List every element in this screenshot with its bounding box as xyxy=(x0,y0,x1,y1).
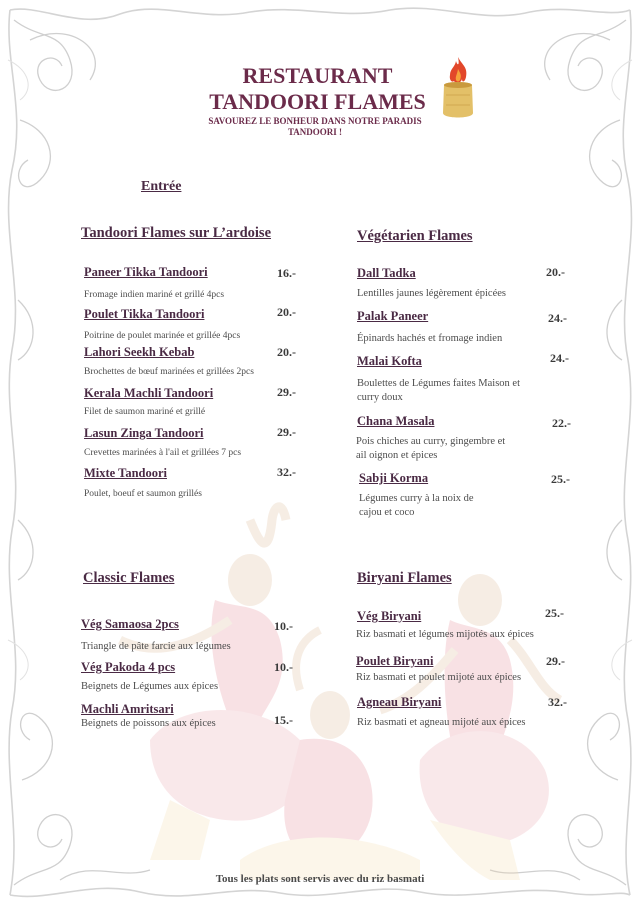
dish-price: 32.- xyxy=(548,695,567,709)
dish-price: 24.- xyxy=(550,351,569,365)
dish-price: 15.- xyxy=(274,713,293,727)
footer-note: Tous les plats sont servis avec du riz basmati xyxy=(215,873,425,885)
dish-description: Riz basmati et légumes mijotés aux épices xyxy=(356,629,534,640)
dish-name: Dall Tadka xyxy=(357,266,416,280)
dish-description: Fromage indien mariné et grillé 4pcs xyxy=(84,290,225,300)
dish-price: 10.- xyxy=(274,619,293,633)
dish-description: Triangle de pâte farcie aux légumes xyxy=(81,641,231,652)
dish-description-line: ail oignon et épices xyxy=(356,450,438,461)
dish-name: Vég Biryani xyxy=(357,609,422,623)
section-title-ardoise: Tandoori Flames sur L’ardoise xyxy=(81,225,272,241)
tagline-line2: TANDOORI ! xyxy=(287,127,343,137)
restaurant-title-line1: RESTAURANT xyxy=(242,63,393,88)
dish-price: 29.- xyxy=(546,654,565,668)
dish-name: Chana Masala xyxy=(357,414,435,428)
dish-description-line: Légumes curry à la noix de xyxy=(359,493,474,504)
dish-description xyxy=(356,435,505,463)
dish-description: Brochettes de bœuf marinées et grillées 2pcs xyxy=(84,367,254,377)
dish-name: Agneau Biryani xyxy=(357,695,442,709)
dish-name: Poulet Tikka Tandoori xyxy=(84,307,205,321)
dish-price: 20.- xyxy=(277,305,296,319)
dish-name: Malai Kofta xyxy=(357,354,422,368)
dish-description-line: Pois chiches au curry, gingembre et xyxy=(356,436,506,447)
dish-description: Poulet, boeuf et saumon grillés xyxy=(84,489,202,499)
dish-price: 10.- xyxy=(274,660,293,674)
dish-description: Beignets de Légumes aux épices xyxy=(81,681,219,692)
dish-name: Lasun Zinga Tandoori xyxy=(84,426,204,440)
dish-description-line: cajou et coco xyxy=(359,507,415,518)
tagline-line1: SAVOUREZ LE BONHEUR DANS NOTRE PARADIS xyxy=(208,116,422,126)
dish-name: Lahori Seekh Kebab xyxy=(84,345,195,359)
dish-description: Épinards hachés et fromage indien xyxy=(357,333,503,344)
dish-price: 25.- xyxy=(545,606,564,620)
dish-name: Poulet Biryani xyxy=(356,654,434,668)
dish-price: 29.- xyxy=(277,425,296,439)
dish-name: Vég Pakoda 4 pcs xyxy=(81,660,176,674)
dish-name: Mixte Tandoori xyxy=(84,466,167,480)
dish-price: 32.- xyxy=(277,465,296,479)
dish-price: 20.- xyxy=(277,345,296,359)
dish-description: Crevettes marinées à l'ail et grillées 7 pcs xyxy=(84,448,242,458)
dish-price: 25.- xyxy=(551,472,570,486)
dish-description-line: curry doux xyxy=(357,392,403,403)
dish-description: Poitrine de poulet marinée et grillée 4pcs xyxy=(84,331,241,341)
dish-description xyxy=(357,377,520,405)
dish-description: Filet de saumon mariné et grillé xyxy=(84,407,206,417)
section-title-biryani: Biryani Flames xyxy=(357,570,452,586)
dish-price: 29.- xyxy=(277,385,296,399)
dish-name: Sabji Korma xyxy=(359,471,429,485)
section-title-classic: Classic Flames xyxy=(83,570,175,586)
dish-price: 22.- xyxy=(552,416,571,430)
dish-name: Palak Paneer xyxy=(357,309,429,323)
dish-description: Beignets de poissons aux épices xyxy=(81,718,216,729)
dish-description: Riz basmati et agneau mijoté aux épices xyxy=(357,717,526,728)
section-title-vegetarien: Végétarien Flames xyxy=(357,228,473,244)
dish-price: 24.- xyxy=(548,311,567,325)
dish-price: 16.- xyxy=(277,266,296,280)
dish-name: Kerala Machli Tandoori xyxy=(84,386,214,400)
dish-name: Vég Samaosa 2pcs xyxy=(81,617,179,631)
dish-description: Lentilles jaunes légèrement épicées xyxy=(357,288,506,299)
dish-price: 20.- xyxy=(546,265,565,279)
dish-description-line: Boulettes de Légumes faites Maison et xyxy=(357,378,521,389)
dish-name: Machli Amritsari xyxy=(81,702,174,716)
tagline xyxy=(180,116,450,138)
entree-heading: Entrée xyxy=(141,179,182,194)
dish-description xyxy=(359,492,474,520)
dish-description: Riz basmati et poulet mijoté aux épices xyxy=(356,672,522,683)
tandoor-flame-icon xyxy=(438,55,478,121)
restaurant-title-line2: TANDOORI FLAMES xyxy=(209,89,426,114)
dish-name: Paneer Tikka Tandoori xyxy=(84,265,208,279)
